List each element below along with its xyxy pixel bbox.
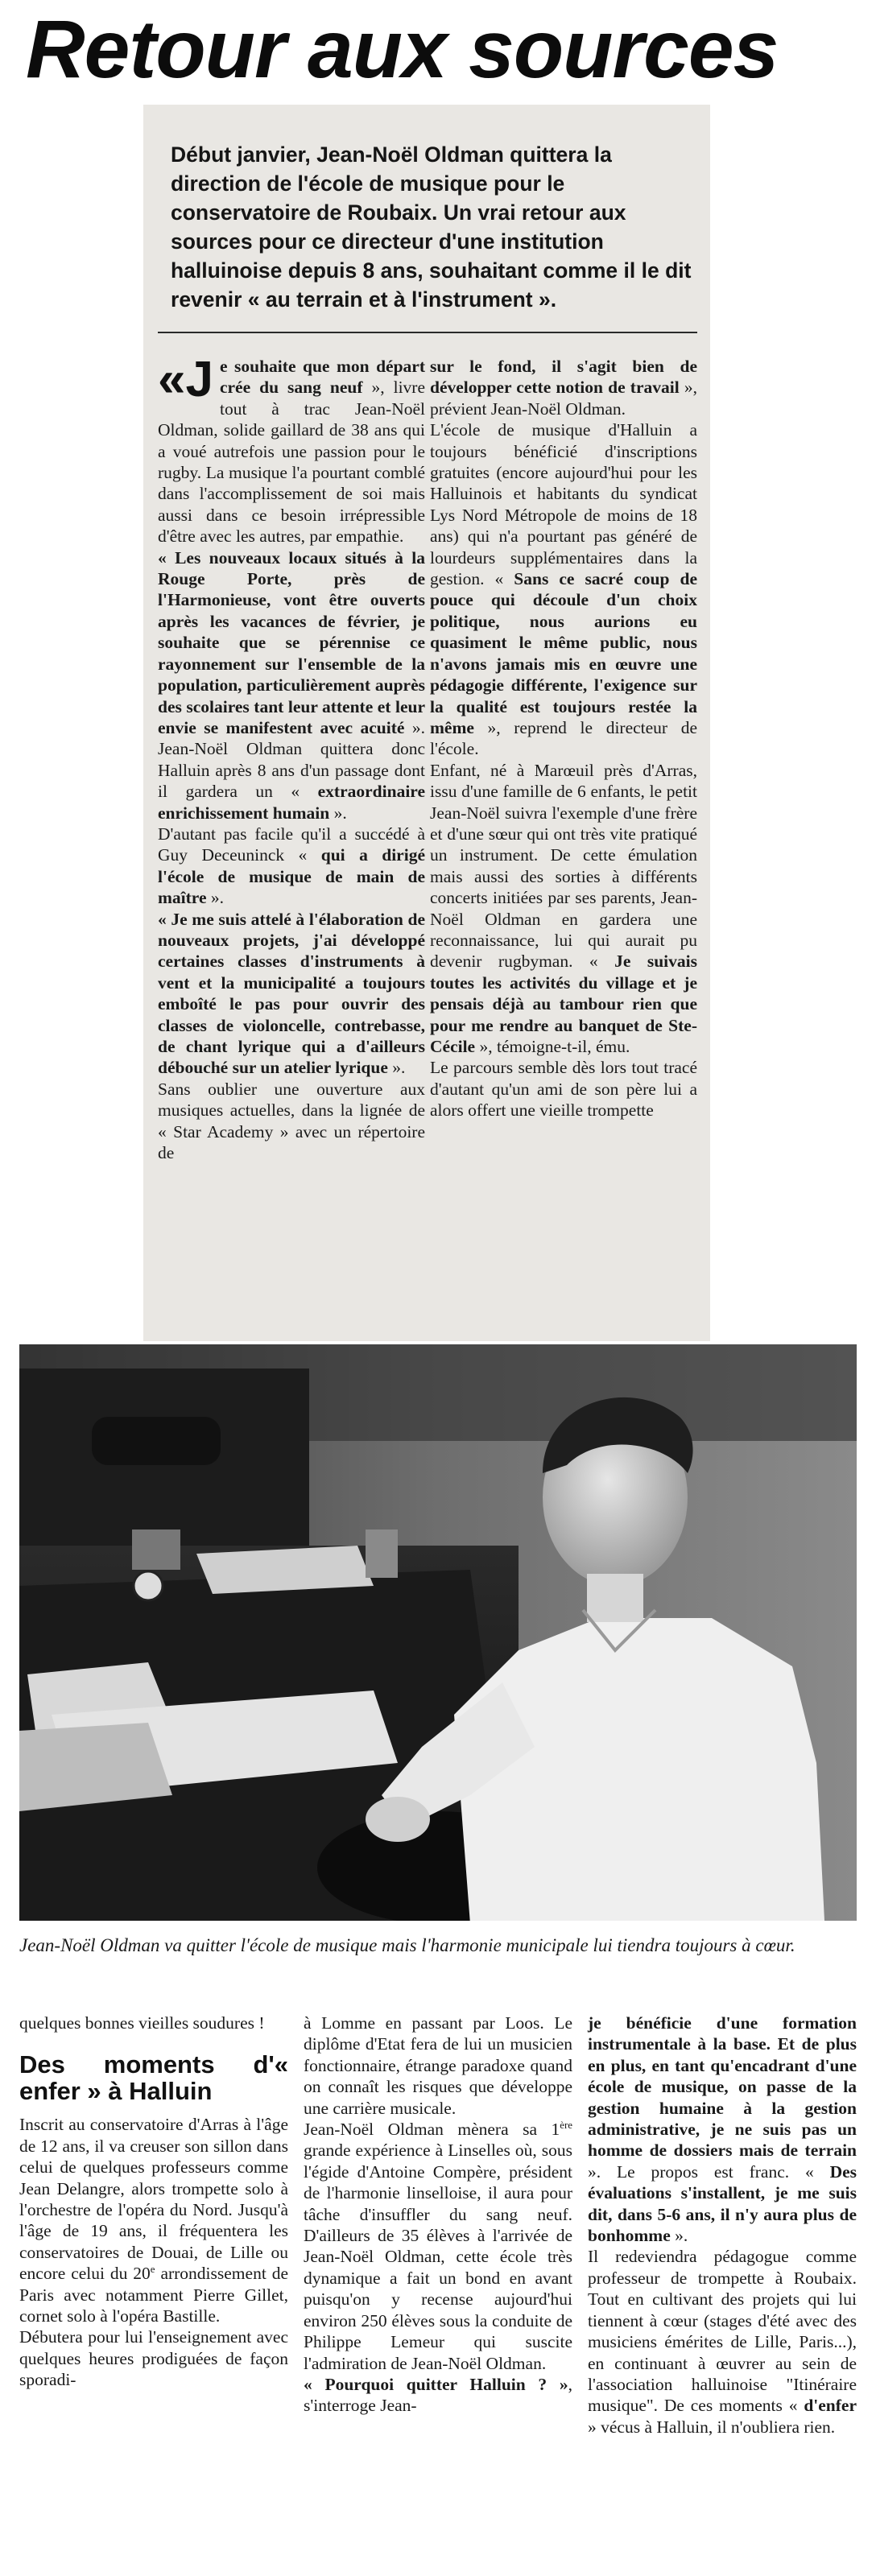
body-text: à Lomme en passant par Loos. Le diplôme d'Etat fera de lui un musicien fonctionnaire, étrange paradoxe quand on connaît les risques que développe une carrière musicale. bbox=[304, 2013, 572, 2118]
superscript: e bbox=[150, 2264, 155, 2276]
body-text: ». Le propos est franc. « bbox=[588, 2161, 830, 2182]
body-text: ». Jean-Noël Oldman quittera donc Halluin après 8 ans d'un passage dont il gardera un « bbox=[158, 717, 426, 802]
quote-text: qui a dirigé l'école de musique de main de maître bbox=[158, 845, 425, 908]
drop-quote: «J bbox=[158, 352, 213, 407]
body-text: Sans oublier une ouverture aux musiques actuelles, dans la lignée de « Star Academy » avec un répertoire de bbox=[158, 1079, 425, 1163]
bottom-column-1 bbox=[19, 2013, 288, 2576]
body-text: », reprend le directeur de l'école. bbox=[430, 717, 697, 759]
superscript: ère bbox=[560, 2119, 572, 2131]
body-text: D'autant pas facile qu'il a succédé à Guy Deceuninck « bbox=[158, 824, 425, 865]
quote-text: je bénéficie d'une formation instrumentale à la base. Et de plus en plus, en tant qu'encadrant d'une école de musique, on passe de la gestion humaine à la gestion administrative, je ne suis pas un homme de dossiers mais de terrain bbox=[588, 2013, 857, 2161]
bottom-column-3 bbox=[588, 2013, 857, 2576]
body-text: quelques bonnes vieilles soudures ! bbox=[19, 2013, 265, 2033]
quote-text: « Je me suis attelé à l'élaboration de nouveaux projets, j'ai développé certaines classes d'instruments à vent et la municipalité a toujours emboîté le pas pour ouvrir des classes de violoncelle, contrebasse, de chant lyrique qui a d'ailleurs débouché sur un atelier lyrique bbox=[158, 909, 425, 1078]
body-text: ». bbox=[206, 888, 224, 908]
body-text: », témoigne-t-il, ému. bbox=[475, 1037, 630, 1056]
body-text: Enfant, né à Marœuil près d'Arras, issu d'une famille de 6 enfants, le petit Jean-Noël suivra l'exemple d'une frère et d'une sœur qui ont très vite pratiqué un instrument. De cette émulation mais aussi des sorties à différents concerts initiées par ses parents, Jean-Noël Oldman en gardera une reconnaissance, lui qui aurait pu devenir rugbyman. « bbox=[430, 760, 697, 972]
body-text: » vécus à Halluin, il n'oubliera rien. bbox=[588, 2417, 836, 2437]
body-text: arrondissement de Paris avec notamment Pierre Gillet, cornet solo à l'opéra Bastille. bbox=[19, 2264, 288, 2326]
quote-text: e souhaite que mon départ crée du sang neuf bbox=[219, 357, 425, 398]
body-text: Il redeviendra pédagogue comme professeur de trompette à Roubaix. Tout en cultivant des projets qui lui tiennent à cœur (stages d'été avec des musiciens émérites de Lille, Paris...), en continuant à œuvrer au sein de l'association halluinoise "Itinéraire musique". De ces moments « bbox=[588, 2247, 857, 2416]
quote-text: Des évaluations s'installent, je me suis dit, dans 5-6 ans, il n'y aura plus de bonhomme bbox=[588, 2161, 857, 2246]
quote-text: extraordinaire enrichissement humain bbox=[158, 782, 425, 823]
body-text: ». bbox=[329, 803, 347, 823]
quote-text: « Pourquoi quitter Halluin ? » bbox=[304, 2374, 568, 2394]
quote-text: « Les nouveaux locaux situés à la Rouge Porte, près de l'Harmonieuse, vont être ouverts après les vacances de février, je souhaite que se pérennise ce rayonnement sur l'ensemble de la population, particulièrement auprès des scolaires tant leur attente et leur envie se manifestent avec acuité bbox=[158, 547, 425, 737]
body-text: Inscrit au conservatoire d'Arras à l'âge de 12 ans, il va creuser son sillon dans celui de quelques professeurs comme Jean Delangre, alors trompette solo à l'orchestre de l'opéra du Nord. Jusqu'à l'âge de 19 ans, il fréquentera les conservatoires de Douai, de Lille ou encore celui du 20 bbox=[19, 2115, 288, 2284]
lead-divider bbox=[158, 332, 697, 333]
photo-illustration bbox=[19, 1344, 857, 1921]
body-text: », livre tout à trac Jean-Noël Oldman, solide gaillard de 38 ans qui a voué autrefois une passion pour le rugby. La musique l'a pourtant comblé dans l'accomplissement de soi mais aussi dans ce besoin irrépressible d'être avec les autres, par empathie. bbox=[158, 378, 425, 547]
body-text: ». bbox=[670, 2226, 688, 2246]
quote-text: Sans ce sacré coup de pouce qui découle d'un choix politique, nous aurions eu quasiment le même public, nous n'avons jamais mis en œuvre une pédagogie différente, l'exigence sur la qualité est toujours restée la même bbox=[430, 569, 697, 737]
article-clipping bbox=[143, 105, 710, 1341]
lead-paragraph: Début janvier, Jean-Noël Oldman quittera la direction de l'école de musique pour le conservatoire de Roubaix. Un vrai retour aux sources pour ce directeur d'une institution halluinoise depuis 8 ans, souhaitant comme il le dit revenir « au terrain et à l'instrument ». bbox=[171, 142, 692, 312]
bottom-columns bbox=[19, 2013, 857, 2576]
body-text: grande expérience à Linselles où, sous l'égide d'Antoine Compère, président de l'harmonie linselloise, il aura pour tâche d'insuffler du sang neuf. D'ailleurs de 35 élèves à l'arrivée de Jean-Noël Oldman, cette école très dynamique a fait un bond en avant puisqu'on y recense aujourd'hui environ 250 élèves sous la conduite de Philippe Lemeur qui suscite l'admiration de Jean-Noël Oldman. bbox=[304, 2140, 572, 2373]
body-text: ». bbox=[387, 1058, 406, 1078]
body-text: Jean-Noël Oldman mènera sa 1 bbox=[304, 2120, 560, 2140]
quote-text: Je suivais toutes les activités du village et je pensais déjà au tambour rien que pour me rendre au banquet de Ste-Cécile bbox=[430, 952, 697, 1056]
headline: Retour aux sources bbox=[26, 5, 779, 93]
article-column-left bbox=[158, 352, 426, 1163]
bottom-column-2 bbox=[304, 2013, 572, 2576]
quote-text: sur le fond, il s'agit bien de développer cette notion de travail bbox=[430, 357, 697, 398]
body-text: Débutera pour lui l'enseignement avec quelques heures prodiguées de façon sporadi- bbox=[19, 2327, 288, 2390]
portrait-photo bbox=[19, 1344, 857, 1921]
photo-caption: Jean-Noël Oldman va quitter l'école de musique mais l'harmonie municipale lui tiendra toujours à cœur. bbox=[19, 1935, 795, 1955]
body-text: L'école de musique d'Halluin a toujours bénéficié d'inscriptions gratuites (encore aujourd'hui pour les Halluinois et habitants du syndicat Lys Nord Métropole de moins de 18 ans) qui n'a pourtant pas généré de lourdeurs supplémentaires dans la gestion. « bbox=[430, 420, 697, 589]
article-columns bbox=[158, 352, 697, 1163]
section-subheading: Des moments d'« enfer » à Halluin bbox=[19, 2050, 288, 2106]
body-text: , s'interroge Jean- bbox=[304, 2374, 572, 2416]
body-text: », prévient Jean-Noël Oldman. bbox=[430, 378, 697, 419]
article-column-right bbox=[430, 356, 697, 1163]
quote-text: d'enfer bbox=[804, 2396, 857, 2416]
body-text: Le parcours semble dès lors tout tracé d'autant qu'un ami de son père lui a alors offert une vieille trompette bbox=[430, 1058, 697, 1121]
